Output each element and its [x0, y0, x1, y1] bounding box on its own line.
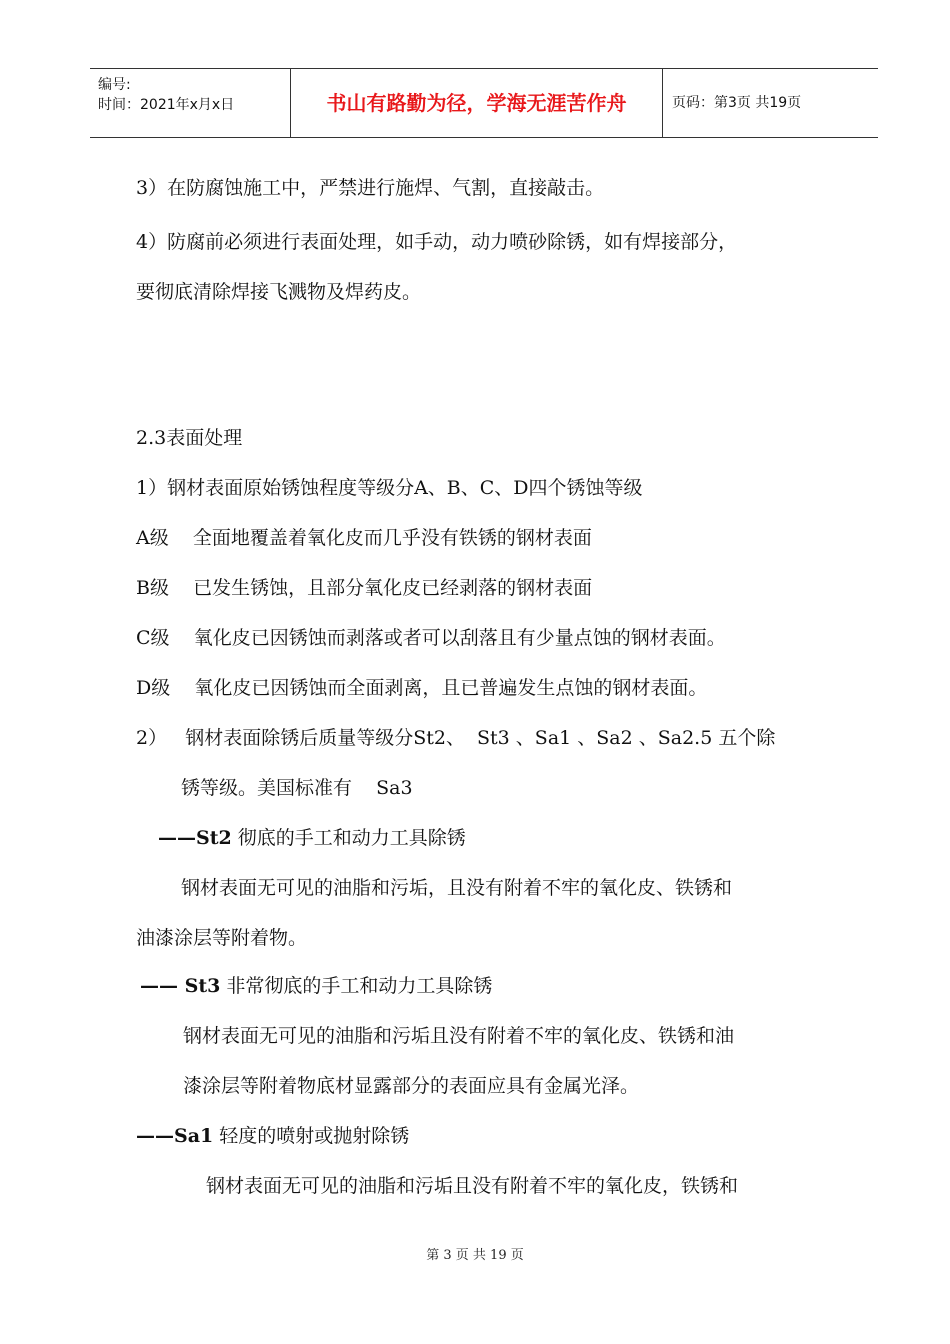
paragraph-line: 漆涂层等附着物底材显露部分的表面应具有金属光泽。 — [183, 1075, 640, 1097]
paragraph-line: 钢材表面无可见的油脂和污垢且没有附着不牢的氧化皮、铁锈和油 — [183, 1025, 735, 1047]
grade-st2-code: ——St2 — [158, 827, 232, 849]
grade-sa1-title: 轻度的喷射或抛射除锈 — [213, 1125, 410, 1147]
grade-sa1-heading — [136, 1124, 409, 1148]
paragraph-line: 4）防腐前必须进行表面处理，如手动，动力喷砂除锈，如有焊接部分， — [136, 231, 738, 253]
page-header — [90, 68, 878, 138]
grade-a-line: A级 全面地覆盖着氧化皮而几乎没有铁锈的钢材表面 — [136, 527, 592, 549]
page-footer: 第 3 页 共 19 页 — [426, 1248, 524, 1263]
grade-b-line: B级 已发生锈蚀，且部分氧化皮已经剥落的钢材表面 — [136, 577, 593, 599]
document-number-label: 编号: — [98, 77, 131, 93]
grade-sa1-code: ——Sa1 — [136, 1125, 214, 1147]
paragraph-line: 钢材表面无可见的油脂和污垢，且没有附着不牢的氧化皮、铁锈和 — [181, 877, 733, 899]
paragraph-line: 3）在防腐蚀施工中，严禁进行施焊、气割，直接敲击。 — [136, 177, 605, 199]
grade-st3-heading — [140, 974, 492, 998]
header-divider — [662, 69, 663, 137]
paragraph-line: 锈等级。美国标准有 Sa3 — [181, 777, 413, 799]
grade-st2-title: 彻底的手工和动力工具除锈 — [231, 827, 466, 849]
grade-st3-title: 非常彻底的手工和动力工具除锈 — [220, 975, 493, 997]
header-meta — [98, 75, 234, 115]
paragraph-line: 要彻底清除焊接飞溅物及焊药皮。 — [136, 281, 422, 303]
section-heading: 2.3表面处理 — [136, 427, 243, 449]
paragraph-line: 2） 钢材表面除锈后质量等级分St2、 St3 、Sa1 、Sa2 、Sa2.5 五个除 — [136, 727, 776, 749]
grade-d-line: D级 氧化皮已因锈蚀而全面剥离，且已普遍发生点蚀的钢材表面。 — [136, 677, 708, 699]
grade-c-line: C级 氧化皮已因锈蚀而剥落或者可以刮落且有少量点蚀的钢材表面。 — [136, 627, 726, 649]
grade-st3-code: —— St3 — [140, 975, 221, 997]
document-time-label: 时间：2021年x月x日 — [98, 97, 235, 113]
paragraph-line: 1）钢材表面原始锈蚀程度等级分A、B、C、D四个锈蚀等级 — [136, 477, 643, 499]
header-page-info: 页码：第3页 共19页 — [672, 95, 802, 111]
paragraph-line: 钢材表面无可见的油脂和污垢且没有附着不牢的氧化皮，铁锈和 — [206, 1175, 739, 1197]
paragraph-line: 油漆涂层等附着物。 — [136, 927, 308, 949]
grade-st2-heading — [158, 826, 466, 850]
header-motto: 书山有路勤为径，学海无涯苦作舟 — [326, 91, 627, 115]
